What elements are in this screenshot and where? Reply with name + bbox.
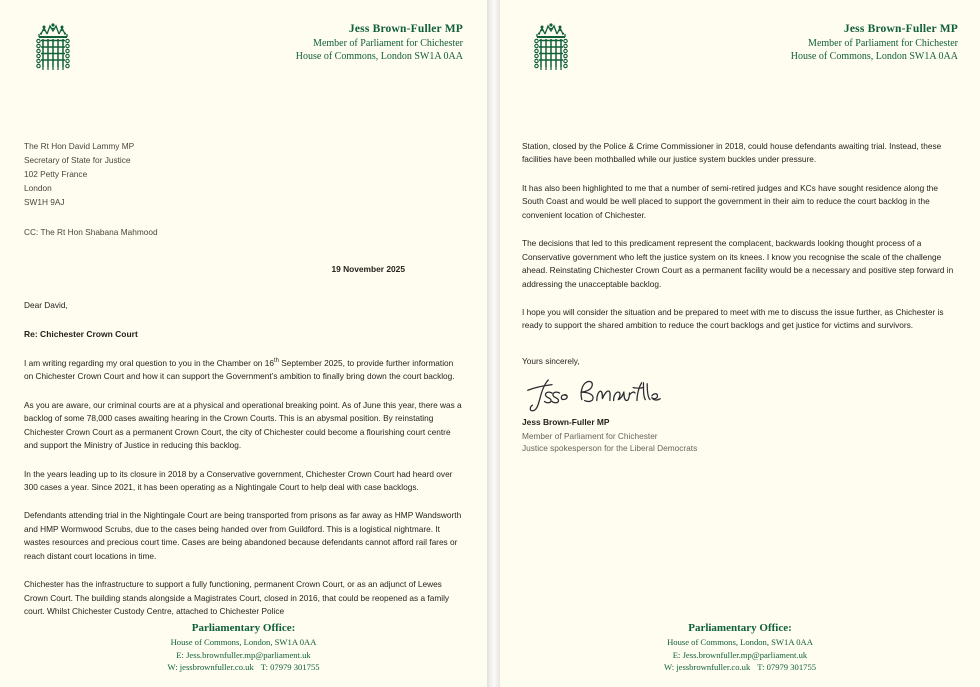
signoff: Yours sincerely, xyxy=(522,355,580,366)
footer-address: House of Commons, London, SW1A 0AA xyxy=(667,637,813,648)
footer-email[interactable]: E: Jess.brownfuller.mp@parliament.uk xyxy=(672,649,808,660)
paragraph: It has also been highlighted to me that a number of semi-retired judges and KCs have sought residence along the South Coast and would be well placed to support the government in their aim to reduce the court backlog in the convenient location of Chichester. xyxy=(522,182,939,220)
mp-address: House of Commons, London SW1A 0AA xyxy=(295,50,463,62)
footer-website[interactable]: W: jessbrownfuller.co.uk xyxy=(663,661,751,672)
letterhead xyxy=(522,0,958,92)
mp-name: Jess Brown-Fuller MP xyxy=(348,23,463,35)
paragraph: In the years leading up to its closure in 2018 by a Conservative government, Chichester Crown Court had heard over 300 cases a year. Since 2021, it has been operating as a Nightingale Court to help deal with case backlogs. xyxy=(24,468,453,492)
letter-page-1 xyxy=(0,0,487,687)
paragraph: Chichester has the infrastructure to support a fully functioning, permanent Crown Court, or as an adjunct of Lewes Crown Court. The building stands alongside a Magistrates Court, closed in 2016, that could be reopened as a family court. Whilst Chichester Custody Centre, attached to Chichester Police xyxy=(24,579,450,617)
paragraph-text-before: I am writing regarding my oral question to you in the Chamber on 16 xyxy=(24,357,274,368)
footer-title: Parliamentary Office: xyxy=(688,621,792,634)
page-1-body xyxy=(24,140,463,619)
recipient-line: The Rt Hon David Lammy MP xyxy=(24,141,135,151)
recipient-line: Secretary of State for Justice xyxy=(24,154,131,165)
subject-line: Re: Chichester Crown Court xyxy=(24,329,138,340)
recipient-line: 102 Petty France xyxy=(24,168,88,179)
ordinal-suffix: th xyxy=(273,358,279,365)
signer-name: Jess Brown-Fuller MP xyxy=(522,417,610,428)
letterhead xyxy=(24,0,463,92)
page-gutter xyxy=(487,0,500,687)
paragraph xyxy=(24,357,463,384)
signer-role-constituency: Member of Parliament for Chichester xyxy=(522,430,658,441)
recipient-address xyxy=(24,140,463,210)
footer-web-phone xyxy=(0,661,487,673)
paragraph-text-after: September 2025, to provide further information on Chichester Crown Court and how it can support the Government’s ambition to finally bring down the court backlog. xyxy=(24,357,455,382)
letterhead-text xyxy=(791,22,958,63)
footer-website[interactable]: W: jessbrownfuller.co.uk xyxy=(167,661,254,672)
footer-phone[interactable]: T: 07979 301755 xyxy=(260,661,320,672)
footer-email[interactable]: E: Jess.brownfuller.mp@parliament.uk xyxy=(176,649,311,660)
crowned-portcullis-icon xyxy=(30,22,76,74)
footer-phone[interactable]: T: 07979 301755 xyxy=(757,661,817,672)
paragraph: Defendants attending trial in the Nightingale Court are being transported from prisons as far away as HMP Wandsworth and HMP Wormwood Scrubs, due to the cases being handed over from Guildford. This is a logistical nightmare. It wastes resources and precious court time. Cases are being abandoned because defendants cannot afford rail fares or reach distant court locations in time. xyxy=(24,510,462,561)
mp-name: Jess Brown-Fuller MP xyxy=(843,23,958,35)
paragraph: As you are aware, our criminal courts are at a physical and operational breaking point. As of June this year, there was a backlog of some 78,000 cases awaiting hearing in the Crown Courts. This is an abysmal position. By reinstating Chichester Crown Court as a permanent Crown Court, the city of Chichester could become a flourishing court centre and support the Ministry of Justice in reducing this backlog. xyxy=(24,399,462,451)
page-footer xyxy=(0,621,487,673)
crowned-portcullis-icon xyxy=(528,22,574,74)
handwritten-signature-icon xyxy=(524,374,958,414)
letter-page-2 xyxy=(500,0,980,687)
letterhead-text xyxy=(296,22,463,63)
page-footer xyxy=(500,621,980,673)
recipient-line: SW1H 9AJ xyxy=(24,196,65,207)
mp-address: House of Commons, London SW1A 0AA xyxy=(790,50,958,62)
mp-constituency: Member of Parliament for Chichester xyxy=(313,37,463,49)
mp-constituency: Member of Parliament for Chichester xyxy=(808,37,958,49)
paragraph: I hope you will consider the situation and be prepared to meet with me to discuss the issue further, as Chichester is ready to support the shared ambition to reduce the court backlogs and get justice for victims and survivors. xyxy=(522,306,944,331)
footer-web-phone xyxy=(500,661,980,673)
footer-title: Parliamentary Office: xyxy=(191,621,296,634)
paragraph: The decisions that led to this predicament represent the complacent, backwards looking thought process of a Conservative government who left the justice system on its knees. I know you recognise the scale of the challenge ahead. Reinstating Chichester Crown Court as a permanent facility would be a necessary and positive step forward in addressing the unacceptable backlog. xyxy=(522,238,954,289)
paragraph: Station, closed by the Police & Crime Commissioner in 2018, could house defendants awaiting trial. Instead, these facilities have been mothballed while our justice system buckles under pressure. xyxy=(522,141,942,165)
salutation: Dear David, xyxy=(24,299,68,310)
recipient-line: London xyxy=(24,182,52,193)
signer-role-portfolio: Justice spokesperson for the Liberal Democrats xyxy=(522,443,698,454)
footer-address: House of Commons, London, SW1A 0AA xyxy=(170,637,317,648)
cc-line: CC: The Rt Hon Shabana Mahmood xyxy=(24,226,158,237)
page-2-body xyxy=(522,92,958,455)
letter-date: 19 November 2025 xyxy=(331,264,405,275)
